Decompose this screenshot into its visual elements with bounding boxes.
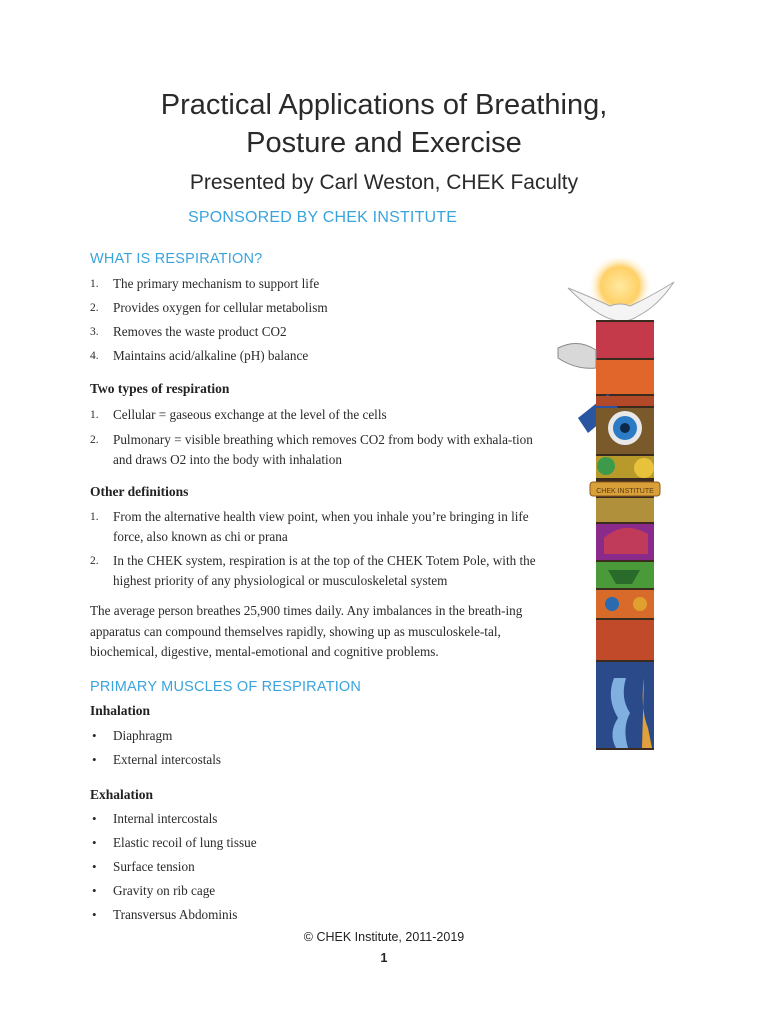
muscles-heading: PRIMARY MUSCLES OF RESPIRATION [90, 679, 362, 695]
sponsor-line: SPONSORED BY CHEK INSTITUTE [188, 209, 458, 226]
list-item: • Transversus Abdominis [92, 907, 238, 922]
respiration-heading: WHAT IS RESPIRATION? [90, 251, 263, 267]
summary-paragraph: The average person breathes 25,900 times daily. Any imbalances in the breath-ing apparatus can compound themselves rapidly, showing up as musculoskele-tal, biochemical, digestive, mental-emotional and cognitive problems. [90, 603, 523, 659]
presenter-line: Presented by Carl Weston, CHEK Faculty [189, 171, 579, 194]
definitions-list [90, 507, 538, 591]
list-item: 2. Provides oxygen for cellular metabolism [90, 300, 328, 315]
title-line-2: Posture and Exercise [246, 127, 522, 159]
list-item: 3. Removes the waste product CO2 [90, 324, 287, 339]
list-item: • Gravity on rib cage [92, 883, 216, 898]
types-heading: Two types of respiration [90, 381, 230, 396]
list-item: • Elastic recoil of lung tissue [92, 835, 257, 850]
list-item: 1. From the alternative health view point, when you inhale you’re bringing in life force, also known as chi or prana [90, 509, 529, 544]
totem-banner-label: CHEK INSTITUTE [596, 488, 654, 495]
list-item: 1. Cellular = gaseous exchange at the level of the cells [90, 407, 387, 422]
list-item: 2. In the CHEK system, respiration is at the top of the CHEK Totem Pole, with the highest priority of any physiological or musculoskeletal system [90, 553, 536, 588]
types-list [90, 405, 538, 470]
list-item: 2. Pulmonary = visible breathing which removes CO2 from body with exhala-tion and draws O2 into the body with inhalation [90, 432, 533, 467]
exhalation-list [90, 809, 538, 929]
totem-pole-icon [548, 258, 688, 758]
list-item: 4. Maintains acid/alkaline (pH) balance [90, 348, 309, 363]
copyright: © CHEK Institute, 2011-2019 [303, 930, 465, 944]
page-number: 1 [380, 951, 388, 965]
inhalation-list [90, 726, 538, 774]
list-item: • Surface tension [92, 859, 195, 874]
page-title [0, 86, 768, 162]
respiration-list [90, 274, 538, 370]
definitions-heading: Other definitions [90, 484, 189, 499]
list-item: 1. The primary mechanism to support life [90, 276, 320, 291]
exhalation-heading: Exhalation [90, 787, 154, 802]
list-item: • Internal intercostals [92, 811, 218, 826]
list-item: • Diaphragm [92, 728, 173, 743]
list-item: • External intercostals [92, 752, 222, 767]
title-line-1: Practical Applications of Breathing, [160, 89, 608, 121]
inhalation-heading: Inhalation [90, 703, 151, 718]
